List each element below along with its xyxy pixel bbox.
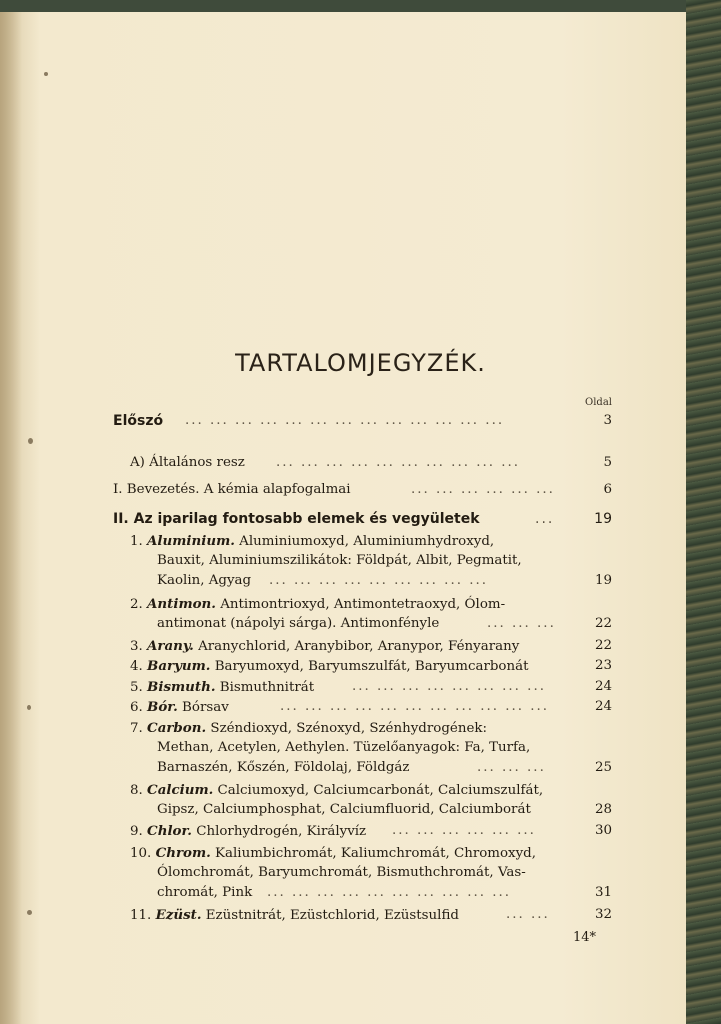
toc-entry-text: Barnaszén, Kőszén, Földolaj, Földgáz [157, 760, 410, 775]
element-name: Arany. [147, 638, 194, 654]
toc-entry [130, 821, 612, 841]
leader-dots: ... ... ... ... ... ... ... ... ... ... [267, 885, 512, 900]
toc-entry-page: 19 [594, 511, 612, 527]
element-name: Bismuth. [147, 679, 216, 695]
toc-entry-page: 25 [594, 760, 612, 775]
element-name: Baryum. [147, 658, 211, 674]
element-name: Aluminium. [147, 533, 235, 549]
toc-entry-text: 2. Antimon. Antimontrioxyd, Antimontetraoxyd, Ólom- [130, 596, 506, 612]
toc-entry-text: 3. Arany. Aranychlorid, Aranybibor, Aranypor, Fényarany [130, 638, 520, 654]
toc-entry-page: 5 [603, 455, 612, 470]
toc-entry-text: 5. Bismuth. Bismuthnitrát [130, 679, 315, 695]
toc-entry-page: 23 [594, 658, 612, 673]
toc-entry-page: 3 [603, 413, 612, 428]
toc-entry [157, 758, 612, 778]
toc-entry-text: Bauxit, Aluminiumszilikátok: Földpát, Albit, Pegmatit, [157, 553, 522, 568]
toc-entry-page: 32 [594, 907, 612, 922]
toc-entry [157, 800, 612, 820]
toc-entry-text: 8. Calcium. Calciumoxyd, Calciumcarbonát, Calciumszulfát, [130, 782, 544, 798]
toc-entry [113, 480, 612, 500]
leader-dots: ... ... ... ... ... ... ... ... ... ... ... ... ... [185, 413, 505, 428]
toc-entry-text: 10. Chrom. Kaliumbichromát, Kaliumchromát, Chromoxyd, [130, 845, 537, 861]
page-column-label: Oldal [585, 397, 612, 408]
toc-entry-label: I. Bevezetés. A kémia alapfogalmai [113, 482, 351, 497]
toc-entry-text: 11. Ezüst. Ezüstnitrát, Ezüstchlorid, Ezüstsulfid [130, 907, 459, 923]
paper-speck [28, 438, 33, 444]
toc-entry-line [130, 718, 612, 738]
toc-entry-text: Ólomchromát, Baryumchromát, Bismuthchromát, Vas- [157, 865, 526, 880]
toc-entry-page: 22 [594, 616, 612, 631]
leader-dots: ... [535, 511, 555, 527]
toc-entry-line [157, 863, 612, 883]
toc-entry [130, 697, 612, 717]
toc-entry-text: antimonat (nápolyi sárga). Antimonfényle [157, 616, 440, 631]
leader-dots: ... ... ... [477, 760, 546, 775]
book-cover-edge [686, 0, 721, 1024]
toc-entry-text: 1. Aluminium. Aluminiumoxyd, Aluminiumhydroxyd, [130, 533, 495, 549]
leader-dots: ... ... ... ... ... ... [411, 482, 555, 497]
toc-entry [130, 453, 612, 473]
toc-entry [113, 411, 612, 431]
page-gutter-shadow [0, 0, 22, 1024]
toc-entry-line [130, 780, 612, 800]
element-name: Calcium. [147, 782, 214, 798]
leader-dots: ... ... [506, 907, 550, 922]
element-name: Carbon. [147, 720, 207, 736]
leader-dots: ... ... ... ... ... ... ... ... ... [269, 573, 488, 588]
toc-entry-text: Methan, Acetylen, Aethylen. Tüzelőanyagok: Fa, Turfa, [157, 740, 531, 755]
toc-entry [130, 677, 612, 697]
element-name: Chlor. [147, 823, 192, 839]
page-title: TARTALOMJEGYZÉK. [235, 349, 486, 377]
element-name: Antimon. [147, 596, 216, 612]
toc-entry-page: 6 [603, 482, 612, 497]
signature-mark: 14* [573, 930, 597, 945]
leader-dots: ... ... ... ... ... ... [392, 823, 536, 838]
toc-entry [130, 905, 612, 925]
paper-speck [27, 910, 32, 915]
toc-entry-line [130, 843, 612, 863]
paper-speck [27, 705, 31, 710]
toc-entry [130, 636, 612, 656]
toc-entry-label: Előszó [113, 413, 164, 429]
toc-entry-line [157, 551, 612, 571]
toc-entry-text: 9. Chlor. Chlorhydrogén, Királyvíz [130, 823, 367, 839]
toc-entry-text: chromát, Pink [157, 885, 253, 900]
toc-entry-page: 31 [594, 885, 612, 900]
toc-entry-text: Gipsz, Calciumphosphat, Calciumfluorid, Calciumborát [157, 802, 531, 817]
toc-entry-page: 30 [594, 823, 612, 838]
element-name: Bór. [147, 699, 178, 715]
toc-entry-text: 7. Carbon. Széndioxyd, Szénoxyd, Szénhydrogének: [130, 720, 488, 736]
toc-entry-label: II. Az iparilag fontosabb elemek és vegyületek [113, 511, 480, 527]
toc-entry-page: 22 [594, 638, 612, 653]
toc-entry [130, 656, 612, 676]
toc-entry-page: 24 [594, 699, 612, 714]
toc-entry-text: 4. Baryum. Baryumoxyd, Baryumszulfát, Baryumcarbonát [130, 658, 529, 674]
leader-dots: ... ... ... ... ... ... ... ... ... ... ... [280, 699, 550, 714]
toc-entry [157, 571, 612, 591]
toc-entry-text: Kaolin, Agyag [157, 573, 252, 588]
toc-entry-page: 19 [594, 573, 612, 588]
toc-entry-label: A) Általános resz [130, 455, 245, 470]
toc-entry [157, 883, 612, 903]
element-name: Chrom. [155, 845, 211, 861]
element-name: Ezüst. [155, 907, 202, 923]
page-top-edge [0, 0, 686, 12]
toc-entry [157, 614, 612, 634]
toc-entry-text: 6. Bór. Bórsav [130, 699, 229, 715]
toc-section-heading [113, 509, 612, 529]
toc-entry-line [130, 594, 612, 614]
paper-speck [44, 72, 48, 76]
leader-dots: ... ... ... ... ... ... ... ... [352, 679, 546, 694]
toc-entry-page: 24 [594, 679, 612, 694]
toc-entry-page: 28 [594, 802, 612, 817]
leader-dots: ... ... ... ... ... ... ... ... ... ... [276, 455, 521, 470]
leader-dots: ... ... ... [487, 616, 556, 631]
toc-entry-line [157, 738, 612, 758]
toc-entry-line [130, 531, 612, 551]
